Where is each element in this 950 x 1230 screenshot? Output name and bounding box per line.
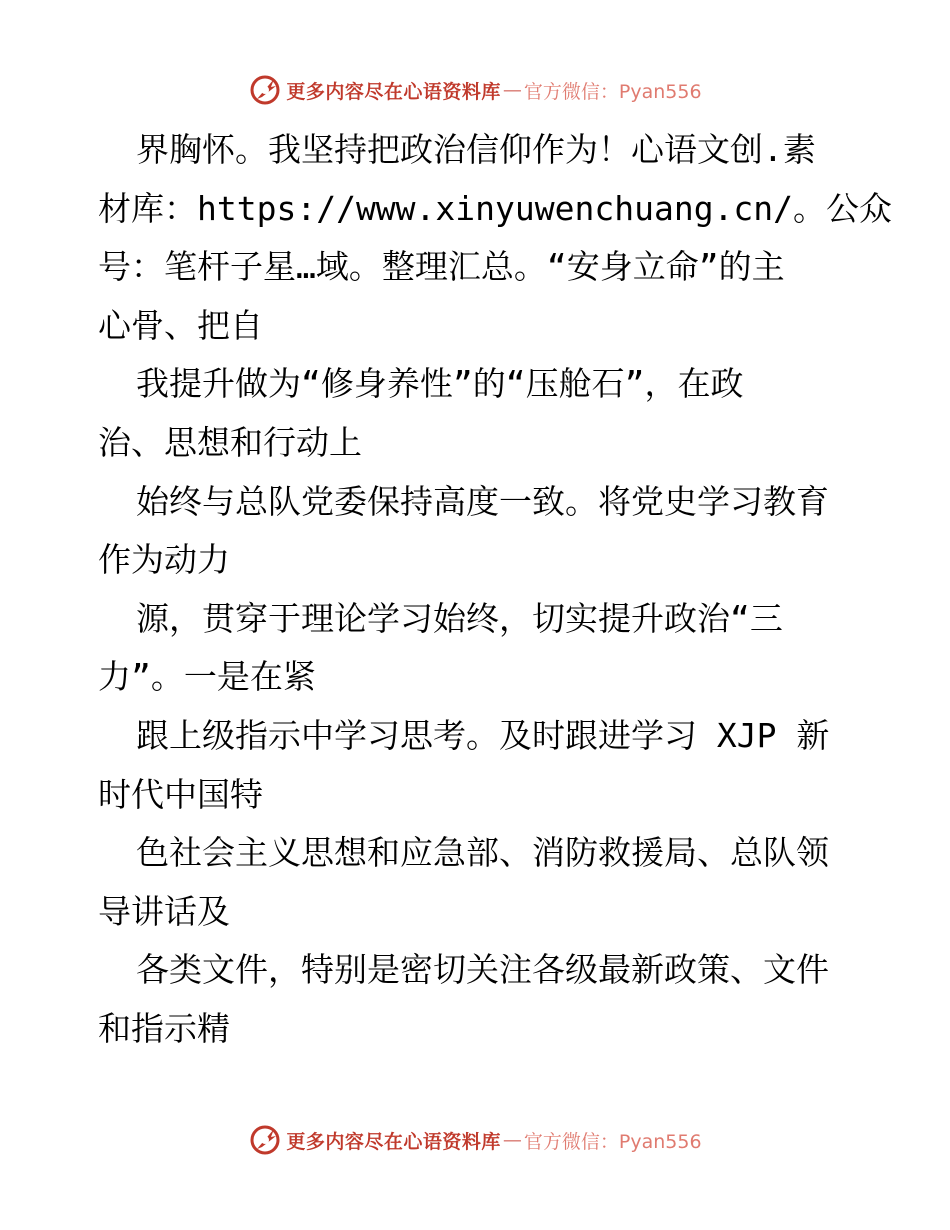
quill-circle-logo-icon xyxy=(248,73,282,107)
header-contact-text: 官方微信：Pyan556 xyxy=(523,80,702,103)
text-line: 源，贯穿于理论学习始终，切实提升政治“三 xyxy=(136,598,783,638)
quill-circle-logo-icon xyxy=(248,1123,282,1157)
text-line: 治、思想和行动上 xyxy=(98,422,362,462)
text-line: 时代中国特 xyxy=(98,774,263,814)
text-line: 力”。一是在紧 xyxy=(98,657,316,697)
text-line: 各类文件，特别是密切关注各级最新政策、文件 xyxy=(136,950,829,990)
header-separator: — xyxy=(502,79,522,101)
text-line: 跟上级指示中学习思考。及时跟进学习 XJP 新 xyxy=(136,715,830,755)
footer-separator: — xyxy=(502,1129,522,1151)
text-line: 作为动力 xyxy=(98,540,230,580)
header-banner xyxy=(0,70,950,110)
footer-brand-text: 更多内容尽在心语资料库 xyxy=(286,1130,501,1153)
footer-banner xyxy=(0,1120,950,1160)
text-line: 材库：https://www.xinyuwenchuang.cn/。公众 xyxy=(98,188,893,228)
text-line: 我提升做为“修身养性”的“压舱石”，在政 xyxy=(136,364,744,404)
body-text xyxy=(98,121,893,1059)
text-line: 和指示精 xyxy=(98,1008,230,1048)
footer-contact-text: 官方微信：Pyan556 xyxy=(523,1130,702,1153)
text-line: 号：笔杆子星…域。整理汇总。“安身立命”的主 xyxy=(98,247,785,287)
text-line: 心骨、把自 xyxy=(98,305,263,345)
header-brand-text: 更多内容尽在心语资料库 xyxy=(286,80,501,103)
text-line: 导讲话及 xyxy=(98,891,230,931)
text-line: 始终与总队党委保持高度一致。将党史学习教育 xyxy=(136,481,829,521)
text-line: 界胸怀。我坚持把政治信仰作为！心语文创.素 xyxy=(136,130,816,169)
text-line: 色社会主义思想和应急部、消防救援局、总队领 xyxy=(136,833,829,873)
